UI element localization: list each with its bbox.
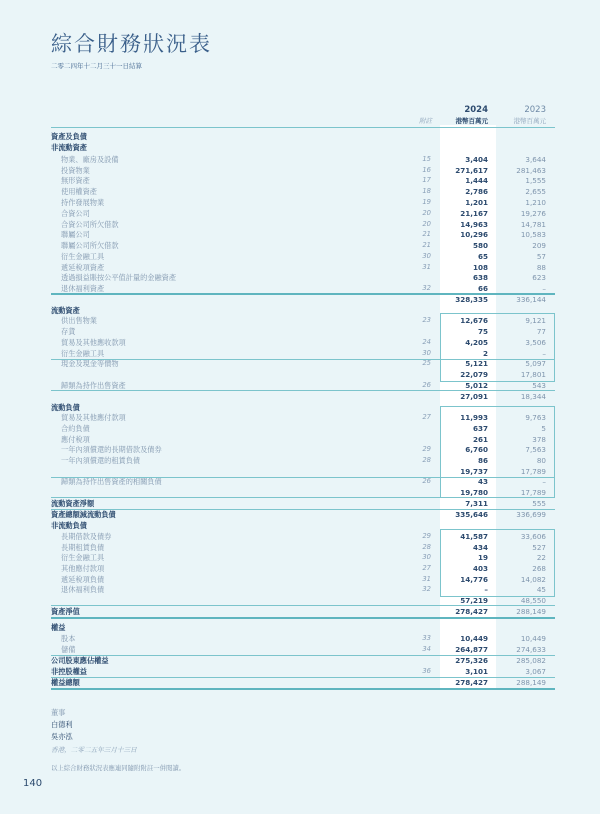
row-value-2024: 2,786 [465, 187, 488, 196]
row-note: 20 [422, 220, 431, 228]
col-header-2023-year: 2023 [524, 105, 546, 115]
noncurrent-liabilities-box [440, 529, 555, 597]
director-name-2: 吳亦泓 [51, 732, 73, 741]
row-label: 合資公司所欠借款 [61, 220, 119, 229]
row-value-2024: 21,167 [460, 209, 488, 218]
row-label: 合資公司 [61, 209, 90, 218]
row-label: 聯屬公司所欠借款 [61, 241, 119, 250]
row-label: 公司股東應佔權益 [51, 656, 109, 665]
row-label: 衍生金融工具 [61, 553, 105, 562]
director-title: 董事 [51, 708, 66, 717]
row-value-2023: 7,563 [525, 445, 546, 454]
row-label: 權益 [51, 623, 66, 632]
table-row [51, 622, 555, 633]
director-name-1: 白德利 [51, 720, 73, 729]
page-title: 綜合財務狀況表 [51, 32, 212, 56]
row-value-2023: 17,789 [520, 467, 546, 476]
row-label: 資產淨值 [51, 607, 80, 616]
row-label: 供出售物業 [61, 316, 97, 325]
row-label: 存貨 [61, 327, 76, 336]
row-value-2023: 288,149 [516, 607, 546, 616]
row-value-2024: 14,776 [460, 575, 488, 584]
row-value-2024: 264,877 [455, 645, 488, 654]
row-label: 長期租賃負債 [61, 543, 105, 552]
row-value-2024: 1,444 [465, 176, 488, 185]
col-header-2023-unit: 港幣百萬元 [513, 117, 546, 125]
row-value-2024: 580 [472, 241, 488, 250]
row-value-2023: 80 [536, 456, 546, 465]
row-value-2024: 66 [477, 284, 488, 293]
row-label: 資產及負債 [51, 132, 87, 141]
row-note: 21 [422, 241, 431, 249]
row-value-2024: 5,012 [465, 381, 488, 390]
row-value-2023: – [542, 349, 546, 358]
table-row [51, 186, 555, 197]
table-row [51, 229, 555, 240]
row-label: 流動負債 [51, 403, 80, 412]
row-value-2024: 6,760 [465, 445, 488, 454]
table-row [51, 294, 555, 305]
row-value-2023: 17,801 [520, 370, 546, 379]
row-value-2023: 555 [532, 499, 546, 508]
row-label: 非流動資產 [51, 143, 87, 152]
row-value-2023: 19,276 [520, 209, 546, 218]
row-value-2023: 527 [532, 543, 546, 552]
row-value-2024: 403 [472, 564, 488, 573]
table-row [51, 666, 555, 677]
table-row [51, 391, 555, 402]
row-value-2023: 33,606 [520, 532, 546, 541]
row-value-2023: 336,144 [516, 295, 546, 304]
row-label: 物業、廠房及設備 [61, 155, 119, 164]
row-note: 27 [422, 413, 431, 421]
row-value-2024: 434 [472, 543, 488, 552]
row-label: 流動資產 [51, 306, 80, 315]
page-subtitle: 二零二四年十二月三十一日結算 [51, 62, 142, 70]
row-value-2023: 1,210 [525, 198, 546, 207]
row-value-2023: 274,633 [516, 645, 546, 654]
row-value-2024: 75 [477, 327, 488, 336]
row-value-2023: 14,082 [520, 575, 546, 584]
row-note: 19 [422, 198, 431, 206]
row-value-2024: 27,091 [460, 392, 488, 401]
row-divider [51, 497, 555, 498]
row-value-2024: 41,587 [460, 532, 488, 541]
row-label: 衍生金融工具 [61, 252, 105, 261]
row-value-2024: – [484, 585, 488, 594]
row-label: 合約負債 [61, 424, 90, 433]
row-value-2024: 10,296 [460, 230, 488, 239]
row-value-2023: 285,082 [516, 656, 546, 665]
row-note: 25 [422, 359, 431, 367]
row-value-2023: 14,781 [520, 220, 546, 229]
table-row [51, 197, 555, 208]
row-note: 15 [422, 155, 431, 163]
row-label: 衍生金融工具 [61, 349, 105, 358]
row-value-2024: 2 [482, 349, 488, 358]
row-divider [51, 617, 555, 619]
table-row [51, 677, 555, 688]
row-label: 現金及現金等價物 [61, 359, 119, 368]
row-note: 31 [422, 263, 431, 271]
row-value-2023: 2,655 [525, 187, 546, 196]
row-note: 20 [422, 209, 431, 217]
row-value-2023: 17,789 [520, 488, 546, 497]
row-value-2023: 623 [532, 273, 546, 282]
row-value-2023: 336,699 [516, 510, 546, 519]
row-label: 退休福利負債 [61, 585, 105, 594]
row-value-2024: 275,326 [455, 656, 488, 665]
row-value-2023: 10,583 [520, 230, 546, 239]
row-label: 使用權資產 [61, 187, 97, 196]
table-row [51, 131, 555, 142]
table-row [51, 251, 555, 262]
table-row [51, 240, 555, 251]
row-label: 一年內須償還的長期借款及債券 [61, 445, 162, 454]
row-note: 21 [422, 230, 431, 238]
row-note: 24 [422, 338, 431, 346]
row-value-2023: 9,121 [525, 316, 546, 325]
row-divider [51, 293, 555, 295]
table-row [51, 154, 555, 165]
row-label: 持作發展物業 [61, 198, 105, 207]
row-divider [51, 509, 555, 510]
row-value-2024: 43 [477, 477, 488, 486]
row-note: 33 [422, 634, 431, 642]
row-value-2024: 278,427 [455, 678, 488, 687]
row-note: 18 [422, 187, 431, 195]
row-value-2024: 22,079 [460, 370, 488, 379]
row-value-2023: 3,506 [525, 338, 546, 347]
row-note: 30 [422, 349, 431, 357]
row-value-2023: 22 [536, 553, 546, 562]
row-note: 27 [422, 564, 431, 572]
row-label: 歸類為持作出售資產的相關負債 [61, 477, 162, 486]
row-note: 29 [422, 445, 431, 453]
row-note: 26 [422, 477, 431, 485]
table-row [51, 655, 555, 666]
row-value-2023: 57 [536, 252, 546, 261]
row-value-2024: 1,201 [465, 198, 488, 207]
row-label: 非流動負債 [51, 521, 87, 530]
row-value-2023: 5,097 [525, 359, 546, 368]
col-header-2024-unit: 港幣百萬元 [455, 117, 488, 125]
row-value-2024: 3,101 [465, 667, 488, 676]
row-value-2023: 288,149 [516, 678, 546, 687]
row-divider [51, 390, 555, 391]
row-value-2024: 10,449 [460, 634, 488, 643]
row-value-2023: 18,344 [520, 392, 546, 401]
row-note: 30 [422, 553, 431, 561]
row-label: 股本 [61, 634, 76, 643]
row-label: 遞延稅項資產 [61, 263, 105, 272]
row-value-2024: 328,335 [455, 295, 488, 304]
row-value-2023: 3,067 [525, 667, 546, 676]
row-value-2023: 10,449 [520, 634, 546, 643]
row-divider [51, 655, 555, 656]
row-value-2024: 637 [472, 424, 488, 433]
row-value-2023: 543 [532, 381, 546, 390]
row-label: 透過損益賬按公平值計量的金融資產 [61, 273, 177, 282]
table-row [51, 142, 555, 153]
row-value-2023: 9,763 [525, 413, 546, 422]
place-date: 香港，二零二五年三月十三日 [51, 746, 137, 754]
row-value-2023: 268 [532, 564, 546, 573]
row-value-2024: 335,646 [455, 510, 488, 519]
row-value-2023: 1,555 [525, 176, 546, 185]
row-note: 32 [422, 585, 431, 593]
table-row [51, 509, 555, 520]
row-value-2024: 4,205 [465, 338, 488, 347]
page-number: 140 [23, 778, 43, 789]
row-label: 歸類為持作出售資產 [61, 381, 126, 390]
current-assets-box [440, 313, 555, 382]
table-row [51, 633, 555, 644]
row-value-2023: 281,463 [516, 166, 546, 175]
table-row [51, 175, 555, 186]
footnote: 以上綜合財務狀況表應連同隨附附註一併閱讀。 [51, 764, 186, 772]
row-value-2024: 7,311 [465, 499, 488, 508]
row-note: 26 [422, 381, 431, 389]
row-note: 34 [422, 645, 431, 653]
row-value-2023: 3,644 [525, 155, 546, 164]
row-note: 31 [422, 575, 431, 583]
row-note: 17 [422, 176, 431, 184]
current-liabilities-box [440, 406, 555, 498]
row-value-2024: 14,963 [460, 220, 488, 229]
row-label: 其他應付款項 [61, 564, 105, 573]
row-note: 16 [422, 166, 431, 174]
table-row [51, 208, 555, 219]
table-row [51, 498, 555, 509]
row-label: 一年內須償還的租賃負債 [61, 456, 141, 465]
row-value-2024: 19,780 [460, 488, 488, 497]
row-value-2023: 5 [541, 424, 546, 433]
row-label: 儲備 [61, 645, 76, 654]
table-row [51, 644, 555, 655]
row-value-2023: 45 [536, 585, 546, 594]
row-label: 投資物業 [61, 166, 90, 175]
row-label: 非控股權益 [51, 667, 87, 676]
row-value-2023: 209 [532, 241, 546, 250]
col-header-note: 附註 [419, 117, 432, 125]
row-note: 28 [422, 543, 431, 551]
row-value-2024: 5,121 [465, 359, 488, 368]
row-value-2024: 12,676 [460, 316, 488, 325]
row-value-2024: 278,427 [455, 607, 488, 616]
row-value-2023: – [542, 477, 546, 486]
col-header-2024-year: 2024 [464, 105, 488, 115]
row-label: 流動資產淨額 [51, 499, 95, 508]
row-note: 32 [422, 284, 431, 292]
row-value-2024: 3,404 [465, 155, 488, 164]
row-divider [51, 605, 555, 606]
header-divider [51, 127, 555, 128]
row-divider [51, 677, 555, 678]
row-value-2024: 271,617 [455, 166, 488, 175]
row-value-2024: 638 [472, 273, 488, 282]
row-value-2023: 48,550 [520, 596, 546, 605]
row-divider [51, 477, 555, 478]
row-divider [51, 359, 555, 360]
row-value-2023: 77 [536, 327, 546, 336]
row-label: 權益總額 [51, 678, 80, 687]
row-value-2024: 65 [477, 252, 488, 261]
row-value-2024: 19 [477, 553, 488, 562]
row-value-2024: 11,993 [460, 413, 488, 422]
row-label: 無形資產 [61, 176, 90, 185]
row-note: 30 [422, 252, 431, 260]
row-value-2024: 57,219 [460, 596, 488, 605]
row-label: 貿易及其他應付款項 [61, 413, 126, 422]
row-note: 23 [422, 316, 431, 324]
row-label: 資產總額減流動負債 [51, 510, 116, 519]
table-row [51, 606, 555, 617]
row-note: 28 [422, 456, 431, 464]
row-label: 遞延稅項負債 [61, 575, 105, 584]
row-value-2024: 19,737 [460, 467, 488, 476]
row-label: 應付稅項 [61, 435, 90, 444]
table-row [51, 272, 555, 283]
row-divider [51, 688, 555, 690]
row-note: 29 [422, 532, 431, 540]
row-label: 貿易及其他應收款項 [61, 338, 126, 347]
row-label: 退休福利資產 [61, 284, 105, 293]
row-value-2023: – [542, 284, 546, 293]
row-value-2024: 108 [472, 263, 488, 272]
row-value-2023: 88 [536, 263, 546, 272]
row-note: 36 [422, 667, 431, 675]
row-value-2024: 261 [472, 435, 488, 444]
row-value-2024: 86 [477, 456, 488, 465]
row-label: 長期借款及債券 [61, 532, 112, 541]
row-value-2023: 378 [532, 435, 546, 444]
row-label: 聯屬公司 [61, 230, 90, 239]
